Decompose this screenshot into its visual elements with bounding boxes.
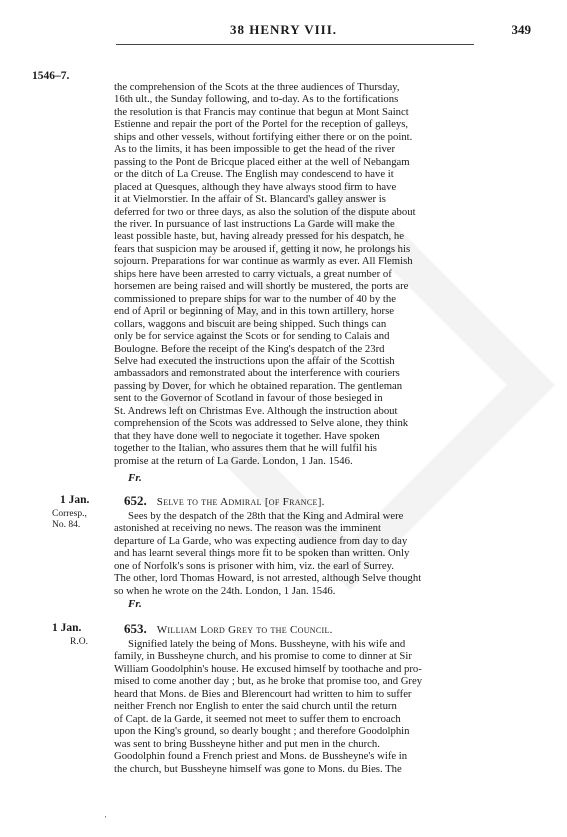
text-line: horsemen are being raised and will shortly be mustered, the ports are (114, 280, 409, 293)
text-line: heard that Mons. de Bies and Blerencourt had written to him to suffer (114, 687, 412, 700)
margin-year: 1546–7. (32, 70, 70, 82)
text-line: comprehension of the Scots was addressed to Selve alone, they think (114, 417, 409, 430)
text-line: sojourn. Preparations for war continue as warmly as ever. All Flemish (114, 255, 413, 268)
text-line: only be for service against the Scots or for sending to Calais and (114, 330, 390, 343)
text-line: sent to the Governor of Scotland in favour of those besieged in (114, 392, 383, 405)
text-line: was sent to bring Bussheyne hither and put men in the church. (114, 737, 380, 750)
entry-652-date: 1 Jan. (60, 494, 90, 506)
text-line: the comprehension of the Scots at the three audiences of Thursday, (114, 81, 400, 93)
text-line: Signified lately the being of Mons. Bussheyne, with his wife and (128, 638, 406, 650)
text-line: the resolution is that Francis may continue that begun at Mont Sainct (114, 105, 409, 118)
text-line: so when he wrote on the 24th. London, 1 Jan. 1546. (114, 584, 336, 597)
continuation-language: Fr. (128, 472, 142, 484)
text-line: ships here have been arrested to carry victuals, a great number of (114, 267, 392, 280)
entry-652-lines (114, 510, 496, 597)
continuation-lines (114, 81, 496, 467)
entry-652-text (114, 510, 496, 597)
text-line: deferred for two or three days, as also the solution of the dispute about (114, 205, 416, 218)
text-line: passing to the Pont de Bricque placed either at the well of Nebangam (114, 155, 410, 168)
text-line: William Goodolphin's house. He excused himself by toothache and pro- (114, 662, 422, 675)
text-line: As to the limits, it has been impossible to get the head of the river (114, 143, 396, 156)
text-line: passing by Dover, for which he obtained reparation. The gentleman (114, 379, 403, 392)
entry-653-source-line: R.O. (70, 637, 88, 647)
text-line: the river. In pursuance of last instructions La Garde will make the (114, 217, 395, 230)
entry-653-source (70, 637, 88, 648)
entry-653-lines (114, 638, 496, 775)
entry-653-text (114, 638, 496, 775)
text-line: it at Vielmorstier. In the affair of St. Blancard's galley answer is (114, 193, 386, 206)
entry-652-source-line: Corresp., (52, 509, 87, 519)
text-line: Sees by the despatch of the 28th that the King and Admiral were (128, 510, 404, 522)
text-line: astonished at receiving no news. The reason was the imminent (114, 522, 381, 535)
entry-653-number: 653. (124, 621, 147, 636)
text-line: collars, waggons and biscuit are being shipped. Such things can (114, 317, 387, 330)
text-line: end of April or beginning of May, and in this town artillery, horse (114, 305, 394, 318)
entry-652-language: Fr. (128, 598, 142, 610)
text-line: family, in Bussheyne church, and his promise to come to dinner at Sir (114, 650, 412, 663)
text-line: that they have done well to negociate it together. Have spoken (114, 429, 380, 442)
entry-653-date: 1 Jan. (52, 622, 82, 634)
text-line: promise at the return of La Garde. London, 1 Jan. 1546. (114, 454, 353, 467)
text-line: neither French nor English to enter the said church until the return (114, 700, 397, 713)
entry-653-title: William Lord Grey to the Council. (156, 624, 333, 636)
text-line: 16th ult., the Sunday following, and to-day. As to the fortifications (114, 93, 399, 106)
text-line: ambassadors and remonstrated about the interference with couriers (114, 367, 400, 380)
text-line: mised to come another day ; but, as he broke that promise too, and Grey (114, 675, 423, 688)
continuation-text (114, 81, 496, 467)
page-number: 349 (511, 22, 531, 37)
stray-mark: · (104, 812, 107, 822)
running-head (0, 20, 567, 40)
header-rule (116, 44, 474, 45)
text-line: fears that suspicion may be aroused if, getting it now, he prolongs his (114, 242, 411, 255)
text-line: Selve had executed the instructions upon the affair of the Scottish (114, 354, 395, 367)
entry-652-title: Selve to the Admiral [of France]. (156, 496, 325, 508)
text-line: departure of La Garde, who was expecting audience from day to day (114, 534, 408, 547)
entry-652-heading (124, 493, 506, 509)
text-line: Goodolphin found a French priest and Mons. de Bussheyne's wife in (114, 750, 408, 763)
text-line: upon the King's ground, so dearly bought ; and therefore Goodolphin (114, 725, 410, 738)
text-line: commissioned to prepare ships for war to the number of 40 by the (114, 292, 396, 305)
entry-652-source-line: No. 84. (52, 520, 81, 530)
entry-653-heading (124, 621, 506, 637)
text-line: of Capt. de la Garde, it seemed not meet to suffer them to encroach (114, 712, 401, 725)
text-line: St. Andrews left on Christmas Eve. Although the instruction about (114, 404, 398, 417)
text-line: the church, but Bussheyne himself was gone to Mons. du Bies. The (114, 762, 402, 775)
text-line: placed at Quesques, although they have always stood firm to have (114, 180, 397, 193)
text-line: and has learnt several things more fit to be spoken than written. Only (114, 547, 410, 560)
text-line: least possible haste, but, having already pressed for his despatch, he (114, 230, 404, 243)
text-line: together to the Italian, who assures them that he will fulfil his (114, 442, 377, 455)
text-line: The other, lord Thomas Howard, is not arrested, although Selve thought (114, 572, 422, 585)
text-line: ships and other vessels, without fortifying either there or on the point. (114, 130, 413, 143)
running-title: 38 HENRY VIII. (229, 22, 338, 37)
text-line: Estienne and repair the port of the Portel for the reception of galleys, (114, 118, 409, 131)
text-line: or the ditch of La Creuse. The English may condescend to have it (114, 168, 394, 181)
entry-652-number: 652. (124, 493, 147, 508)
entry-652-source (52, 509, 87, 531)
text-line: one of Norfolk's sons is prisoner with him, viz. the earl of Surrey. (114, 559, 394, 572)
text-line: Boulogne. Before the receipt of the King's despatch of the 23rd (114, 342, 385, 355)
